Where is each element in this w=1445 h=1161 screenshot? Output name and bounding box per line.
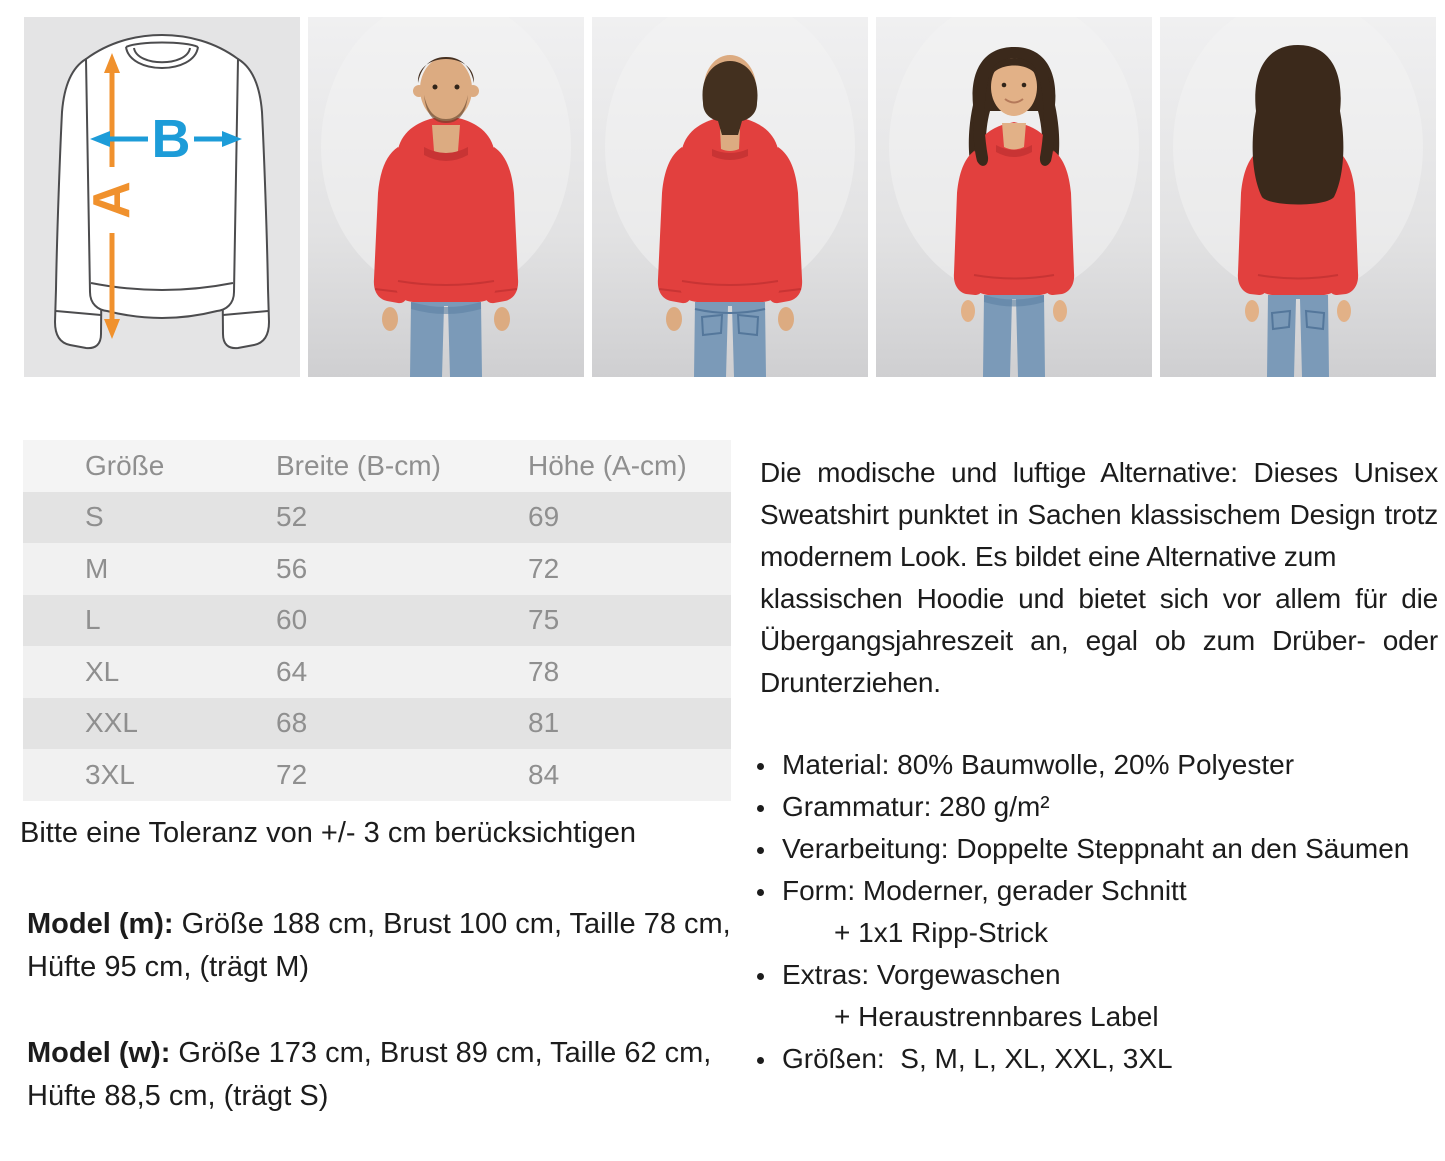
bullet-icon xyxy=(757,847,764,854)
photo-man-front xyxy=(308,17,584,377)
feature-content xyxy=(782,1038,1173,1080)
bullet-icon xyxy=(757,1057,764,1064)
cell-size: 3XL xyxy=(85,758,135,790)
bullet-icon xyxy=(757,973,764,980)
feature-text: Grammatur: 280 g/m² xyxy=(782,791,1050,822)
feature-item xyxy=(757,744,1445,786)
feature-content xyxy=(782,786,1050,828)
model-info-block xyxy=(27,1032,732,1118)
cell-height: 75 xyxy=(528,604,560,636)
model-info xyxy=(27,903,732,1161)
bullet-icon xyxy=(757,805,764,812)
man-front-illustration xyxy=(308,17,584,377)
cell-size: XXL xyxy=(85,707,138,739)
table-row xyxy=(23,543,731,595)
photo-woman-back xyxy=(1160,17,1436,377)
woman-back-illustration xyxy=(1160,17,1436,377)
cell-height: 72 xyxy=(528,552,560,584)
photo-woman-front xyxy=(876,17,1152,377)
cell-size: XL xyxy=(85,655,120,687)
cell-height: 81 xyxy=(528,707,560,739)
model-info-block xyxy=(27,903,732,989)
model-info-label: Model (w): xyxy=(27,1037,171,1069)
cell-size: S xyxy=(85,501,104,533)
height-label: A xyxy=(83,181,141,219)
feature-text: Extras: Vorgewaschen xyxy=(782,959,1061,990)
bullet-icon xyxy=(757,889,764,896)
column-header-width: Breite (B-cm) xyxy=(276,449,441,481)
cell-size: L xyxy=(85,604,101,636)
description-paragraph: Die modische und luftige Alternative: Dieses Unisex Sweatshirt punktet in Sachen klassischem Design trotz modernem Look. Es bildet eine Alternative zum xyxy=(760,457,1438,572)
model-info-details: Größe 188 cm, Brust 100 cm, Taille 78 cm, Hüfte 95 cm, (trägt M) xyxy=(27,908,731,983)
product-photo-strip xyxy=(24,17,1436,377)
table-row xyxy=(23,595,731,647)
size-chart-rows xyxy=(23,492,731,801)
feature-content xyxy=(782,744,1294,786)
cell-size: M xyxy=(85,552,109,584)
cell-width: 72 xyxy=(276,758,308,790)
photo-man-back xyxy=(592,17,868,377)
column-header-size: Größe xyxy=(85,449,165,481)
feature-content xyxy=(782,828,1409,870)
width-label: B xyxy=(151,109,191,169)
column-header-height: Höhe (A-cm) xyxy=(528,449,687,481)
size-chart-header-row xyxy=(23,440,731,492)
feature-text: Größen: S, M, L, XL, XXL, 3XL xyxy=(782,1043,1173,1074)
feature-list xyxy=(757,744,1445,1080)
cell-width: 52 xyxy=(276,501,308,533)
cell-width: 68 xyxy=(276,707,308,739)
table-row xyxy=(23,698,731,750)
woman-front-illustration xyxy=(876,17,1152,377)
cell-width: 60 xyxy=(276,604,308,636)
cell-height: 78 xyxy=(528,655,560,687)
feature-content xyxy=(782,954,1159,1038)
feature-text: Material: 80% Baumwolle, 20% Polyester xyxy=(782,749,1295,780)
model-info-label: Model (m): xyxy=(27,908,174,940)
feature-text: Form: Moderner, gerader Schnitt xyxy=(782,875,1187,906)
description-paragraph: klassischen Hoodie und bietet sich vor allem für die Übergangsjahreszeit an, egal ob zum Drüber- oder Drunterziehen. xyxy=(760,583,1438,698)
bullet-icon xyxy=(757,763,764,770)
feature-item xyxy=(757,786,1445,828)
cell-width: 56 xyxy=(276,552,308,584)
table-row xyxy=(23,646,731,698)
feature-text: Verarbeitung: Doppelte Steppnaht an den Säumen xyxy=(782,833,1410,864)
feature-item xyxy=(757,828,1445,870)
feature-sub-text: + Heraustrennbares Label xyxy=(834,1001,1159,1032)
sweatshirt-measurement-diagram xyxy=(24,17,300,377)
feature-item xyxy=(757,870,1445,954)
size-chart-table xyxy=(23,440,731,801)
cell-width: 64 xyxy=(276,655,308,687)
feature-content xyxy=(782,870,1187,954)
feature-sub-text: + 1x1 Ripp-Strick xyxy=(834,917,1048,948)
size-diagram xyxy=(24,17,300,377)
table-row xyxy=(23,492,731,544)
table-row xyxy=(23,749,731,801)
feature-item xyxy=(757,954,1445,1038)
model-info-details: Größe 173 cm, Brust 89 cm, Taille 62 cm, Hüfte 88,5 cm, (trägt S) xyxy=(27,1037,712,1112)
cell-height: 84 xyxy=(528,758,560,790)
product-description xyxy=(760,452,1438,704)
tolerance-note: Bitte eine Toleranz von +/- 3 cm berücksichtigen xyxy=(20,817,637,849)
feature-item xyxy=(757,1038,1445,1080)
man-back-illustration xyxy=(592,17,868,377)
cell-height: 69 xyxy=(528,501,560,533)
